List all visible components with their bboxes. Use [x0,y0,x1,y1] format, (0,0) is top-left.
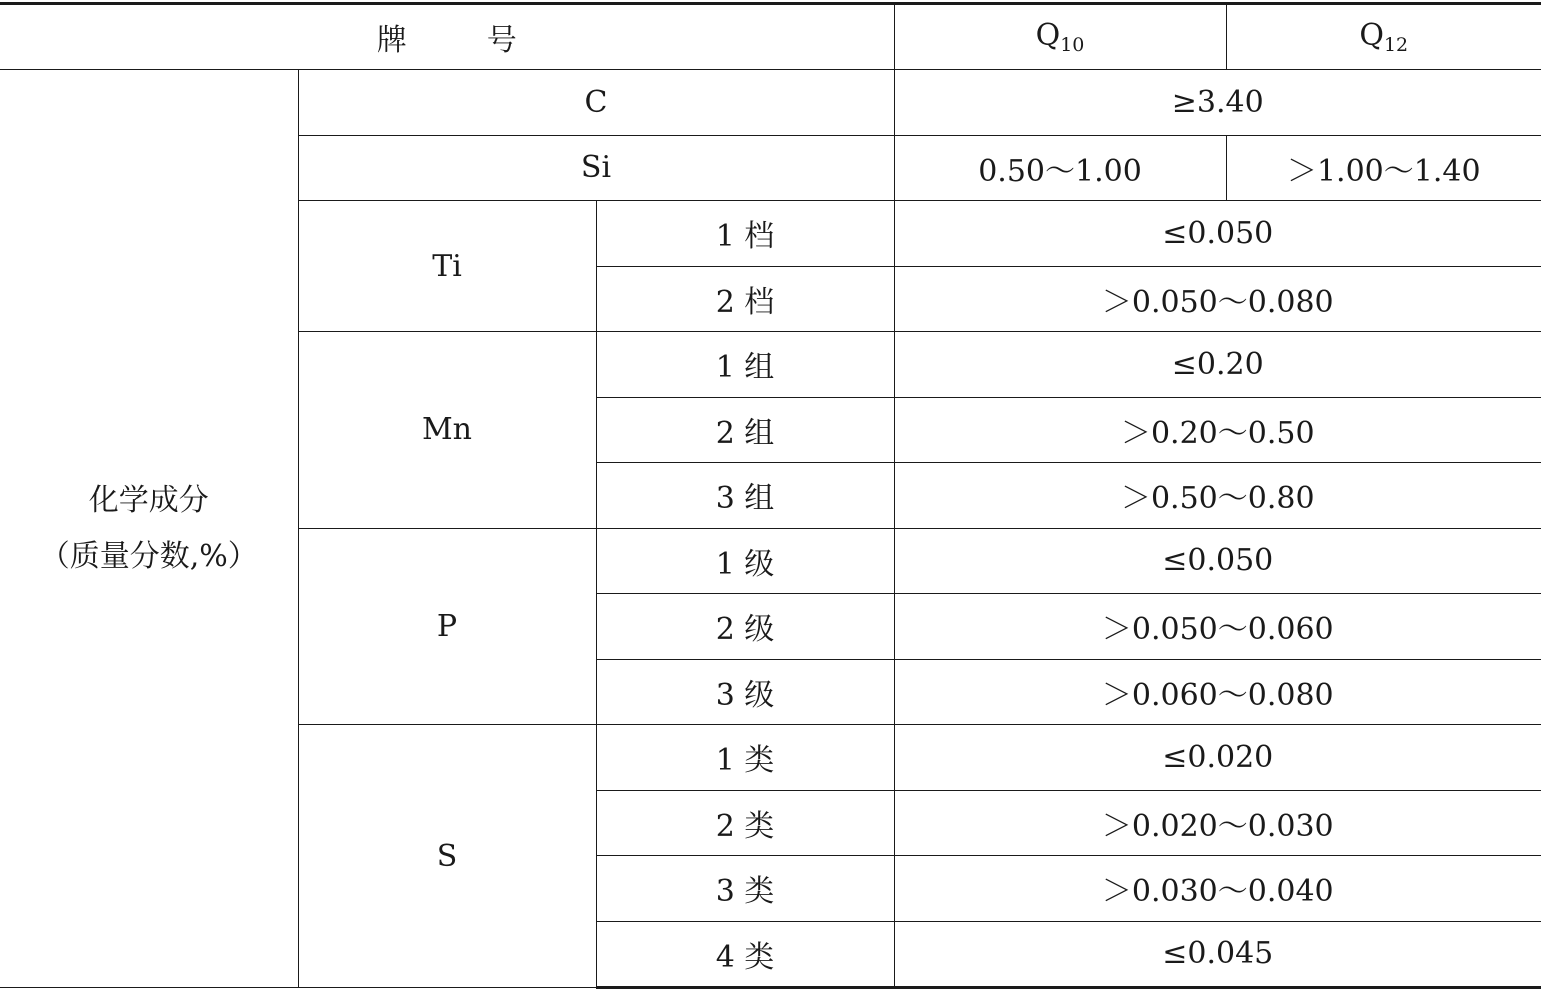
level-label: 2 档 [596,266,894,332]
grade-label-1: 牌 [376,23,407,58]
level-label: 3 级 [596,659,894,725]
level-label: 2 类 [596,790,894,856]
level-label: 3 类 [596,856,894,922]
level-value: ≤0.050 [894,528,1541,594]
level-label: 3 组 [596,463,894,529]
level-value: ＞0.50～0.80 [894,463,1541,529]
element-ti: Ti [298,201,596,332]
q10-sub: 10 [1060,34,1085,56]
side-label-line2: （质量分数,%） [39,538,258,574]
value-si-q12: ＞1.00～1.40 [1226,135,1541,201]
row-c [0,70,1541,136]
level-value: ＞0.020～0.030 [894,790,1541,856]
grade-header [0,4,894,70]
level-label: 1 类 [596,725,894,791]
level-value: ≤0.045 [894,921,1541,988]
element-p: P [298,528,596,725]
q10-header [894,4,1226,70]
level-value: ＞0.050～0.060 [894,594,1541,660]
q10-main: Q [1035,18,1061,53]
value-si-q10: 0.50～1.00 [894,135,1226,201]
level-value: ＞0.20～0.50 [894,397,1541,463]
level-value: ≤0.020 [894,725,1541,791]
element-mn: Mn [298,332,596,529]
level-value: ＞0.060～0.080 [894,659,1541,725]
element-si: Si [298,135,894,201]
level-value: ≤0.050 [894,201,1541,267]
level-label: 4 类 [596,921,894,988]
chemical-composition-label [0,70,298,988]
level-label: 1 档 [596,201,894,267]
level-label: 2 级 [596,594,894,660]
level-value: ＞0.030～0.040 [894,856,1541,922]
q12-sub: 12 [1383,34,1409,56]
level-value: ＞0.050～0.080 [894,266,1541,332]
side-label-line1: 化学成分 [88,482,209,518]
level-value: ≤0.20 [894,332,1541,398]
grade-label-2: 号 [486,23,517,58]
level-label: 1 组 [596,332,894,398]
q12-main: Q [1359,18,1384,53]
header-row [0,4,1541,70]
level-label: 1 级 [596,528,894,594]
composition-table [0,2,1541,989]
value-c: ≥3.40 [894,70,1541,136]
element-s: S [298,725,596,988]
q12-header [1226,4,1541,70]
level-label: 2 组 [596,397,894,463]
element-c: C [298,70,894,136]
